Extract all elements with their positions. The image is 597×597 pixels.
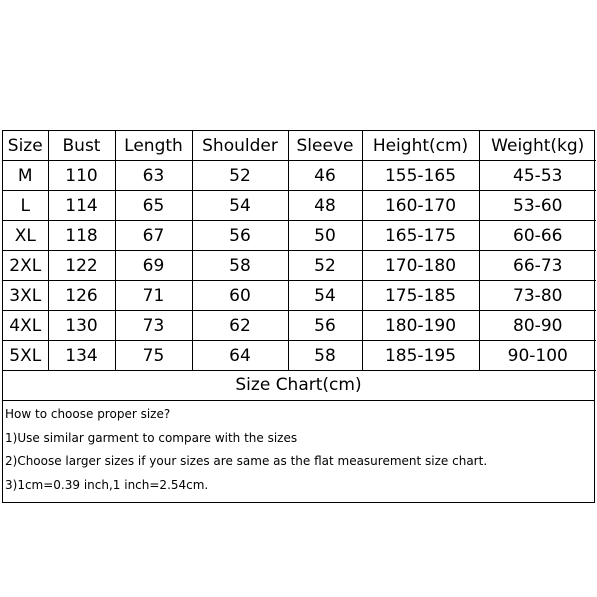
cell-sleeve: 52 <box>288 251 362 281</box>
cell-size: M <box>3 161 48 191</box>
cell-sleeve: 48 <box>288 191 362 221</box>
size-chart <box>2 130 595 503</box>
header-size: Size <box>3 131 48 161</box>
cell-length: 65 <box>115 191 192 221</box>
header-height: Height(cm) <box>362 131 479 161</box>
cell-weight: 90-100 <box>479 341 596 371</box>
cell-sleeve: 46 <box>288 161 362 191</box>
cell-bust: 118 <box>48 221 115 251</box>
cell-bust: 114 <box>48 191 115 221</box>
cell-size: 4XL <box>3 311 48 341</box>
cell-height: 185-195 <box>362 341 479 371</box>
cell-length: 71 <box>115 281 192 311</box>
table-row <box>3 311 596 341</box>
cell-height: 170-180 <box>362 251 479 281</box>
header-row <box>3 131 596 161</box>
cell-size: L <box>3 191 48 221</box>
chart-caption: Size Chart(cm) <box>3 371 594 401</box>
cell-shoulder: 58 <box>192 251 288 281</box>
header-weight: Weight(kg) <box>479 131 596 161</box>
cell-bust: 110 <box>48 161 115 191</box>
cell-bust: 122 <box>48 251 115 281</box>
cell-bust: 130 <box>48 311 115 341</box>
cell-length: 63 <box>115 161 192 191</box>
cell-sleeve: 56 <box>288 311 362 341</box>
table-row <box>3 251 596 281</box>
table-row <box>3 341 596 371</box>
cell-size: 3XL <box>3 281 48 311</box>
cell-height: 155-165 <box>362 161 479 191</box>
cell-height: 180-190 <box>362 311 479 341</box>
cell-length: 75 <box>115 341 192 371</box>
cell-weight: 60-66 <box>479 221 596 251</box>
cell-length: 73 <box>115 311 192 341</box>
table-row <box>3 221 596 251</box>
size-table <box>3 131 596 371</box>
sizing-notes <box>3 401 594 502</box>
cell-length: 67 <box>115 221 192 251</box>
header-sleeve: Sleeve <box>288 131 362 161</box>
cell-shoulder: 56 <box>192 221 288 251</box>
cell-size: 2XL <box>3 251 48 281</box>
cell-weight: 45-53 <box>479 161 596 191</box>
note-line: How to choose proper size? <box>5 407 171 421</box>
header-bust: Bust <box>48 131 115 161</box>
cell-shoulder: 54 <box>192 191 288 221</box>
cell-shoulder: 64 <box>192 341 288 371</box>
header-shoulder: Shoulder <box>192 131 288 161</box>
table-row <box>3 161 596 191</box>
cell-shoulder: 62 <box>192 311 288 341</box>
cell-sleeve: 50 <box>288 221 362 251</box>
cell-size: XL <box>3 221 48 251</box>
cell-bust: 126 <box>48 281 115 311</box>
cell-height: 165-175 <box>362 221 479 251</box>
table-row <box>3 281 596 311</box>
cell-bust: 134 <box>48 341 115 371</box>
cell-height: 160-170 <box>362 191 479 221</box>
cell-shoulder: 60 <box>192 281 288 311</box>
cell-length: 69 <box>115 251 192 281</box>
cell-sleeve: 58 <box>288 341 362 371</box>
cell-weight: 80-90 <box>479 311 596 341</box>
note-line: 1)Use similar garment to compare with the sizes <box>5 430 298 445</box>
header-length: Length <box>115 131 192 161</box>
cell-height: 175-185 <box>362 281 479 311</box>
cell-shoulder: 52 <box>192 161 288 191</box>
cell-weight: 53-60 <box>479 191 596 221</box>
note-line: 3)1cm=0.39 inch,1 inch=2.54cm. <box>5 477 209 492</box>
cell-sleeve: 54 <box>288 281 362 311</box>
cell-weight: 66-73 <box>479 251 596 281</box>
table-row <box>3 191 596 221</box>
cell-size: 5XL <box>3 341 48 371</box>
cell-weight: 73-80 <box>479 281 596 311</box>
note-line: 2)Choose larger sizes if your sizes are same as the flat measurement size chart. <box>5 454 488 468</box>
